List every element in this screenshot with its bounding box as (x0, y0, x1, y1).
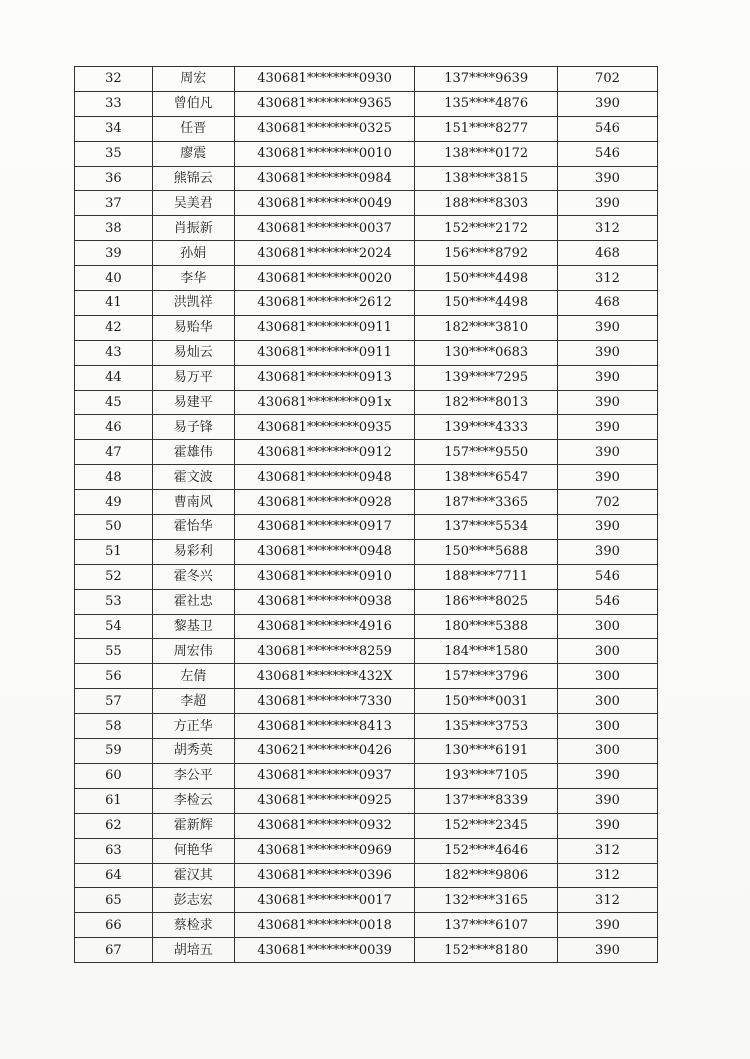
table-row (75, 440, 658, 465)
amount-cell: 546 (557, 116, 657, 141)
id-number-cell: 430681********0911 (234, 340, 415, 365)
phone-number-cell: 137****6107 (415, 913, 557, 938)
amount-cell: 300 (557, 664, 657, 689)
person-name-cell: 左倩 (152, 664, 234, 689)
row-number-cell: 48 (75, 465, 153, 490)
amount-cell: 702 (557, 67, 657, 92)
table-row (75, 714, 658, 739)
phone-number-cell: 187****3365 (415, 490, 557, 515)
person-name-cell: 易子锋 (152, 415, 234, 440)
amount-cell: 390 (557, 913, 657, 938)
amount-cell: 300 (557, 739, 657, 764)
phone-number-cell: 182****3810 (415, 315, 557, 340)
row-number-cell: 32 (75, 67, 153, 92)
table-row (75, 838, 658, 863)
person-name-cell: 胡秀英 (152, 739, 234, 764)
phone-number-cell: 150****4498 (415, 266, 557, 291)
person-name-cell: 霍文波 (152, 465, 234, 490)
row-number-cell: 45 (75, 390, 153, 415)
amount-cell: 468 (557, 241, 657, 266)
row-number-cell: 64 (75, 863, 153, 888)
phone-number-cell: 139****7295 (415, 365, 557, 390)
phone-number-cell: 188****7711 (415, 564, 557, 589)
person-name-cell: 易建平 (152, 390, 234, 415)
id-number-cell: 430681********0020 (234, 266, 415, 291)
row-number-cell: 49 (75, 490, 153, 515)
phone-number-cell: 152****8180 (415, 938, 557, 963)
phone-number-cell: 151****8277 (415, 116, 557, 141)
id-number-cell: 430681********0017 (234, 888, 415, 913)
phone-number-cell: 135****3753 (415, 714, 557, 739)
id-number-cell: 430621********0426 (234, 739, 415, 764)
phone-number-cell: 130****6191 (415, 739, 557, 764)
person-name-cell: 曹南风 (152, 490, 234, 515)
person-name-cell: 吴美君 (152, 191, 234, 216)
phone-number-cell: 137****8339 (415, 788, 557, 813)
amount-cell: 312 (557, 266, 657, 291)
person-name-cell: 何艳华 (152, 838, 234, 863)
table-row (75, 564, 658, 589)
person-name-cell: 易灿云 (152, 340, 234, 365)
phone-number-cell: 193****7105 (415, 763, 557, 788)
person-name-cell: 胡培五 (152, 938, 234, 963)
amount-cell: 390 (557, 465, 657, 490)
table-row (75, 415, 658, 440)
table-row (75, 465, 658, 490)
row-number-cell: 33 (75, 91, 153, 116)
amount-cell: 312 (557, 863, 657, 888)
phone-number-cell: 138****6547 (415, 465, 557, 490)
id-number-cell: 430681********0325 (234, 116, 415, 141)
amount-cell: 390 (557, 763, 657, 788)
row-number-cell: 61 (75, 788, 153, 813)
table-row (75, 763, 658, 788)
row-number-cell: 55 (75, 639, 153, 664)
row-number-cell: 50 (75, 515, 153, 540)
id-number-cell: 430681********8413 (234, 714, 415, 739)
row-number-cell: 42 (75, 315, 153, 340)
phone-number-cell: 157****9550 (415, 440, 557, 465)
table-row (75, 216, 658, 241)
id-number-cell: 430681********0018 (234, 913, 415, 938)
person-name-cell: 蔡检求 (152, 913, 234, 938)
amount-cell: 312 (557, 838, 657, 863)
id-number-cell: 430681********0912 (234, 440, 415, 465)
id-number-cell: 430681********0396 (234, 863, 415, 888)
row-number-cell: 53 (75, 589, 153, 614)
row-number-cell: 56 (75, 664, 153, 689)
table-row (75, 490, 658, 515)
id-number-cell: 430681********0010 (234, 141, 415, 166)
phone-number-cell: 180****5388 (415, 614, 557, 639)
row-number-cell: 65 (75, 888, 153, 913)
amount-cell: 312 (557, 216, 657, 241)
person-name-cell: 霍冬兴 (152, 564, 234, 589)
amount-cell: 390 (557, 938, 657, 963)
person-name-cell: 易彩利 (152, 539, 234, 564)
person-name-cell: 霍社忠 (152, 589, 234, 614)
amount-cell: 390 (557, 390, 657, 415)
phone-number-cell: 188****8303 (415, 191, 557, 216)
row-number-cell: 36 (75, 166, 153, 191)
table-row (75, 515, 658, 540)
person-name-cell: 熊锦云 (152, 166, 234, 191)
person-name-cell: 李超 (152, 689, 234, 714)
table-row (75, 813, 658, 838)
phone-number-cell: 152****2172 (415, 216, 557, 241)
phone-number-cell: 138****0172 (415, 141, 557, 166)
id-number-cell: 430681********0928 (234, 490, 415, 515)
table-row (75, 863, 658, 888)
id-number-cell: 430681********4916 (234, 614, 415, 639)
table-row (75, 266, 658, 291)
id-number-cell: 430681********0911 (234, 315, 415, 340)
phone-number-cell: 156****8792 (415, 241, 557, 266)
amount-cell: 300 (557, 639, 657, 664)
amount-cell: 390 (557, 365, 657, 390)
table-row (75, 91, 658, 116)
phone-number-cell: 157****3796 (415, 664, 557, 689)
id-number-cell: 430681********0910 (234, 564, 415, 589)
person-name-cell: 彭志宏 (152, 888, 234, 913)
person-name-cell: 周宏伟 (152, 639, 234, 664)
phone-number-cell: 184****1580 (415, 639, 557, 664)
amount-cell: 390 (557, 440, 657, 465)
id-number-cell: 430681********0917 (234, 515, 415, 540)
id-number-cell: 430681********8259 (234, 639, 415, 664)
row-number-cell: 67 (75, 938, 153, 963)
id-number-cell: 430681********2612 (234, 291, 415, 316)
row-number-cell: 51 (75, 539, 153, 564)
id-number-cell: 430681********0969 (234, 838, 415, 863)
amount-cell: 390 (557, 166, 657, 191)
phone-number-cell: 137****5534 (415, 515, 557, 540)
row-number-cell: 40 (75, 266, 153, 291)
person-name-cell: 方正华 (152, 714, 234, 739)
person-name-cell: 李公平 (152, 763, 234, 788)
phone-number-cell: 182****8013 (415, 390, 557, 415)
roster-table-body (75, 67, 658, 963)
phone-number-cell: 137****9639 (415, 67, 557, 92)
amount-cell: 390 (557, 191, 657, 216)
row-number-cell: 46 (75, 415, 153, 440)
phone-number-cell: 182****9806 (415, 863, 557, 888)
row-number-cell: 44 (75, 365, 153, 390)
person-name-cell: 霍雄伟 (152, 440, 234, 465)
person-name-cell: 廖震 (152, 141, 234, 166)
id-number-cell: 430681********0948 (234, 465, 415, 490)
table-row (75, 291, 658, 316)
table-row (75, 938, 658, 963)
person-name-cell: 易贻华 (152, 315, 234, 340)
amount-cell: 390 (557, 539, 657, 564)
id-number-cell: 430681********0049 (234, 191, 415, 216)
amount-cell: 546 (557, 589, 657, 614)
person-name-cell: 曾伯凡 (152, 91, 234, 116)
phone-number-cell: 130****0683 (415, 340, 557, 365)
table-row (75, 689, 658, 714)
phone-number-cell: 152****4646 (415, 838, 557, 863)
row-number-cell: 34 (75, 116, 153, 141)
amount-cell: 390 (557, 415, 657, 440)
amount-cell: 702 (557, 490, 657, 515)
id-number-cell: 430681********2024 (234, 241, 415, 266)
person-name-cell: 孙娟 (152, 241, 234, 266)
row-number-cell: 62 (75, 813, 153, 838)
amount-cell: 300 (557, 714, 657, 739)
amount-cell: 468 (557, 291, 657, 316)
phone-number-cell: 139****4333 (415, 415, 557, 440)
person-name-cell: 肖振新 (152, 216, 234, 241)
row-number-cell: 63 (75, 838, 153, 863)
amount-cell: 390 (557, 340, 657, 365)
id-number-cell: 430681********432X (234, 664, 415, 689)
phone-number-cell: 150****4498 (415, 291, 557, 316)
phone-number-cell: 150****5688 (415, 539, 557, 564)
row-number-cell: 41 (75, 291, 153, 316)
row-number-cell: 43 (75, 340, 153, 365)
id-number-cell: 430681********0984 (234, 166, 415, 191)
person-name-cell: 李华 (152, 266, 234, 291)
amount-cell: 390 (557, 91, 657, 116)
amount-cell: 390 (557, 788, 657, 813)
row-number-cell: 66 (75, 913, 153, 938)
amount-cell: 390 (557, 315, 657, 340)
row-number-cell: 38 (75, 216, 153, 241)
id-number-cell: 430681********7330 (234, 689, 415, 714)
id-number-cell: 430681********091x (234, 390, 415, 415)
person-name-cell: 霍怡华 (152, 515, 234, 540)
table-row (75, 315, 658, 340)
row-number-cell: 54 (75, 614, 153, 639)
row-number-cell: 52 (75, 564, 153, 589)
person-name-cell: 霍汉其 (152, 863, 234, 888)
person-name-cell: 洪凯祥 (152, 291, 234, 316)
id-number-cell: 430681********0948 (234, 539, 415, 564)
row-number-cell: 59 (75, 739, 153, 764)
id-number-cell: 430681********0037 (234, 216, 415, 241)
table-row (75, 539, 658, 564)
amount-cell: 546 (557, 141, 657, 166)
phone-number-cell: 150****0031 (415, 689, 557, 714)
table-row (75, 888, 658, 913)
table-row (75, 365, 658, 390)
id-number-cell: 430681********9365 (234, 91, 415, 116)
table-row (75, 664, 658, 689)
table-row (75, 340, 658, 365)
person-name-cell: 易万平 (152, 365, 234, 390)
id-number-cell: 430681********0039 (234, 938, 415, 963)
amount-cell: 312 (557, 888, 657, 913)
amount-cell: 546 (557, 564, 657, 589)
table-row (75, 589, 658, 614)
row-number-cell: 58 (75, 714, 153, 739)
id-number-cell: 430681********0925 (234, 788, 415, 813)
table-row (75, 191, 658, 216)
table-row (75, 788, 658, 813)
id-number-cell: 430681********0930 (234, 67, 415, 92)
row-number-cell: 47 (75, 440, 153, 465)
id-number-cell: 430681********0935 (234, 415, 415, 440)
table-row (75, 913, 658, 938)
table-row (75, 390, 658, 415)
amount-cell: 390 (557, 515, 657, 540)
id-number-cell: 430681********0932 (234, 813, 415, 838)
row-number-cell: 37 (75, 191, 153, 216)
amount-cell: 390 (557, 813, 657, 838)
row-number-cell: 39 (75, 241, 153, 266)
id-number-cell: 430681********0913 (234, 365, 415, 390)
amount-cell: 300 (557, 614, 657, 639)
table-row (75, 67, 658, 92)
table-row (75, 639, 658, 664)
person-name-cell: 黎基卫 (152, 614, 234, 639)
person-name-cell: 霍新辉 (152, 813, 234, 838)
id-number-cell: 430681********0937 (234, 763, 415, 788)
amount-cell: 300 (557, 689, 657, 714)
person-name-cell: 任晋 (152, 116, 234, 141)
table-row (75, 739, 658, 764)
phone-number-cell: 186****8025 (415, 589, 557, 614)
table-row (75, 241, 658, 266)
row-number-cell: 35 (75, 141, 153, 166)
person-name-cell: 周宏 (152, 67, 234, 92)
id-number-cell: 430681********0938 (234, 589, 415, 614)
row-number-cell: 57 (75, 689, 153, 714)
table-row (75, 614, 658, 639)
row-number-cell: 60 (75, 763, 153, 788)
phone-number-cell: 135****4876 (415, 91, 557, 116)
phone-number-cell: 138****3815 (415, 166, 557, 191)
table-row (75, 141, 658, 166)
phone-number-cell: 152****2345 (415, 813, 557, 838)
roster-table (74, 66, 658, 963)
table-row (75, 116, 658, 141)
phone-number-cell: 132****3165 (415, 888, 557, 913)
table-row (75, 166, 658, 191)
person-name-cell: 李检云 (152, 788, 234, 813)
